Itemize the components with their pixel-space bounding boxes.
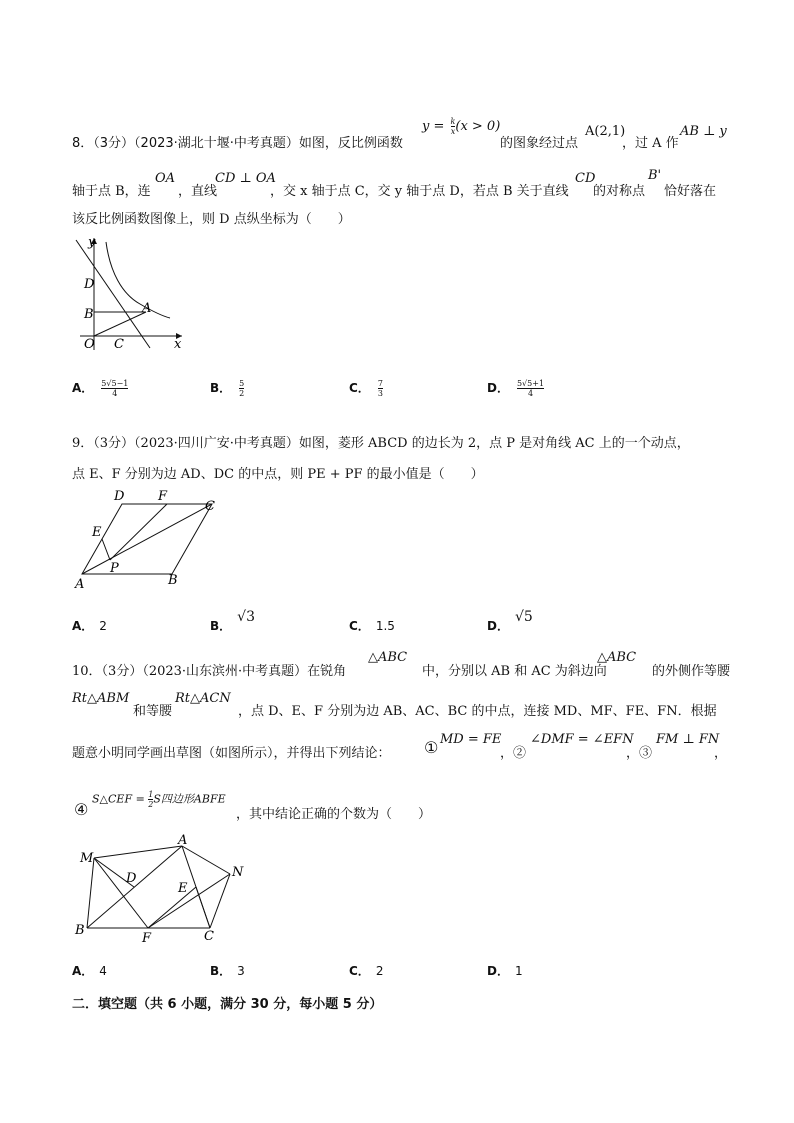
q8-stem-line2-c: ，交 x 轴于点 C，交 y 轴于点 D，若点 B 关于直线 [270,184,569,199]
q10-rt-abm: Rt△ABM [72,691,130,706]
q10-label-f: F [142,931,152,946]
q10-stem-l4-b: ，其中结论正确的个数为（ ） [236,807,432,822]
q9-option-b[interactable]: B．√3 [210,609,255,633]
section-fill-in-heading: 二．填空题（共 6 小题，满分 30 分，每小题 5 分） [72,997,383,1012]
q9-label-d: D [114,489,125,504]
q10-option-b[interactable]: B． 3 [210,964,245,978]
q10-label-d: D [126,871,137,886]
q10-circle-1: ① [424,738,439,757]
q10-option-d[interactable]: D． 1 [487,964,523,978]
q10-tri-abc-2: △ABC [597,650,637,665]
q9-stem-line2: 点 E、F 分别为边 AD、DC 的中点，则 PE + PF 的最小值是（ ） [72,467,484,482]
q10-stem-l1-a: 10．（3分）（2023·山东滨州·中考真题）在锐角 [72,664,347,679]
q10-tri-abc: △ABC [368,650,408,665]
q9-label-p: P [110,561,119,576]
q10-label-a: A [178,833,188,848]
q8-function-formula: y = $\frac{k}{x}$ (x > 0) [422,117,501,136]
q9-label-b: B [168,573,178,588]
q10-label-c: C [204,929,214,944]
q9-option-d[interactable]: D．√5 [487,609,533,633]
q8-point-a: A(2,1) [585,124,626,139]
q10-label-e: E [178,881,188,896]
q8-option-b[interactable]: B． $\frac{5}{2}$ [210,379,245,398]
q9-label-a: A [75,577,85,592]
q8-option-c[interactable]: C． $\frac{7}{3}$ [349,379,383,398]
q10-conclusion-2: ∠DMF = ∠EFN [530,732,634,747]
q8-label-c: C [114,337,124,352]
q10-conclusion-3: FM ⊥ FN [656,732,720,747]
q10-option-c[interactable]: C． 2 [349,964,384,978]
q9-label-f: F [158,489,168,504]
q8-label-o: O [84,337,95,352]
q10-sep-3: ，③ [626,746,653,761]
q8-label-b: B [84,307,94,322]
q10-stem-l2-b: ，点 D、E、F 分别为边 AB、AC、BC 的中点，连接 MD、MF、FE、FN．根据 [238,704,717,719]
q9-option-c[interactable]: C． 1.5 [349,619,395,633]
q10-option-a[interactable]: A． 4 [72,964,107,978]
q10-label-m: M [80,851,94,866]
q8-stem-line2-e: 恰好落在 [664,184,717,199]
q8-cd: CD [575,171,596,186]
q10-stem-l3-a: 题意小明同学画出草图（如图所示），并得出下列结论： [72,746,391,761]
q8-label-a: A [142,301,152,316]
q8-stem-line2-a: 轴于点 B，连 [72,184,151,199]
q8-option-a[interactable]: A． $\frac{5√5-1}{4}$ [72,379,129,398]
q10-figure-triangle [72,832,257,947]
q8-stem-line1-start: 8．（3分）（2023·湖北十堰·中考真题）如图，反比例函数 [72,136,403,151]
q8-perp-cd-oa: CD ⊥ OA [215,171,276,186]
q8-stem-text-c: ，过 A 作 [622,136,679,151]
q9-figure-rhombus [72,484,222,594]
q8-oa: OA [155,171,176,186]
q10-conclusion-1: MD = FE [440,732,502,747]
q9-label-e: E [92,525,102,540]
q9-label-c: C [205,499,215,514]
q10-label-n: N [232,865,244,880]
q8-stem-text-b: 的图象经过点 [500,136,579,151]
q8-stem-line3: 该反比例函数图像上，则 D 点纵坐标为（ ） [72,212,351,227]
q10-stem-l1-b: 中，分别以 AB 和 AC 为斜边向 [422,664,607,679]
q10-conclusion-4: S△CEF = $\frac{1}{2}$ S四边形ABFE [92,790,226,809]
q10-circle-4: ④ [74,800,89,819]
q10-sep-3-end: ， [714,746,728,761]
q8-option-d[interactable]: D． $\frac{5√5+1}{4}$ [487,379,545,398]
q8-label-d: D [84,277,95,292]
q8-perp-ab: AB ⊥ y [680,124,727,139]
q9-stem-line1: 9．（3分）（2023·四川广安·中考真题）如图，菱形 ABCD 的边长为 2，点 P 是对角线 AC 上的一个动点， [72,436,690,451]
q8-stem-line2-b: ，直线 [178,184,218,199]
q10-stem-l2-a: 和等腰 [133,704,173,719]
q10-rt-acn: Rt△ACN [175,691,231,706]
q8-label-x: x [174,337,182,352]
q9-option-a[interactable]: A． 2 [72,619,107,633]
q10-sep-2: ，② [500,746,527,761]
q8-bprime: B' [648,168,662,183]
q10-label-b: B [75,923,85,938]
q10-stem-l1-c: 的外侧作等腰 [652,664,731,679]
q8-label-y: y [88,235,96,250]
q8-figure-hyperbola [70,232,195,352]
q8-stem-line2-d: 的对称点 [593,184,646,199]
